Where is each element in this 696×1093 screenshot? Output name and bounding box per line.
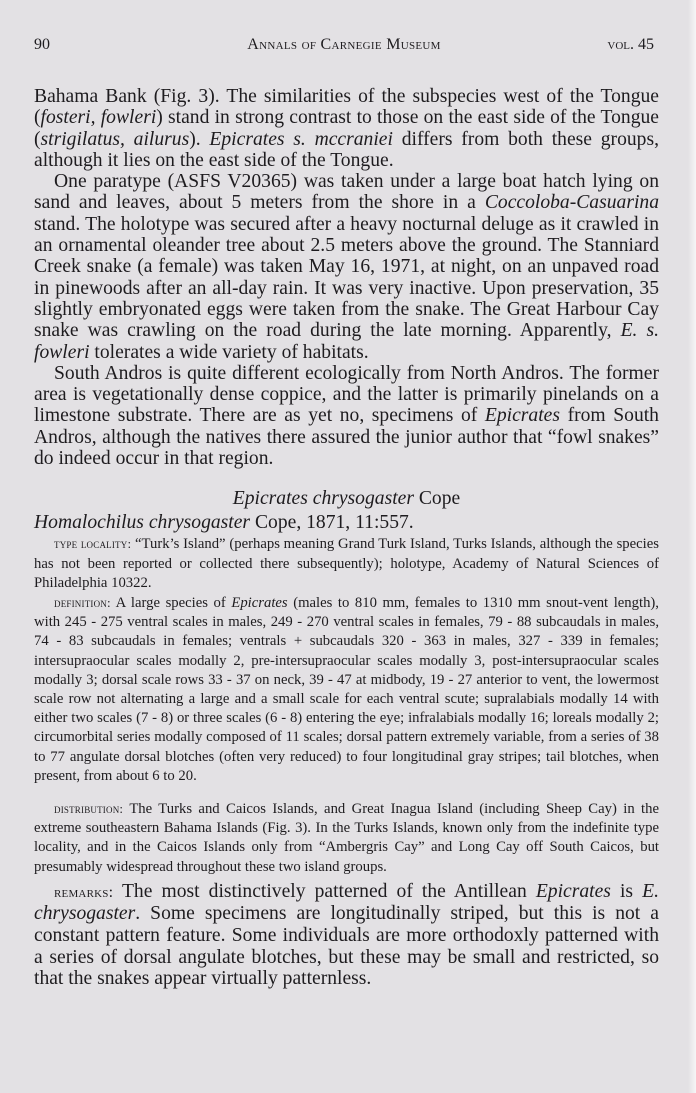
italic-taxon: Epicrates	[484, 405, 560, 427]
text-run: ).	[189, 128, 210, 150]
italic-taxon: Epicrates s. mccraniei	[209, 128, 393, 150]
section-label: distribution:	[54, 800, 124, 816]
text-run: stand. The holotype was secured after a heavy nocturnal deluge as it crawled in an ornamental oleander tree about 2.5 meters above the ground. The Stanniard Creek snake (a female) was taken May 16, 1971, at night, on an unpaved road in pinewoods after an all-day rain. It was very inactive. Upon preservation, 35 slightly embryonated eggs were taken from the snake. The Great Harbour Cay snake was crawling on the road during the late morning. Apparently,	[34, 213, 659, 342]
italic-taxon: Epicrates	[231, 594, 288, 611]
section-label: type locality:	[54, 536, 132, 552]
text-run: differs from both these groups, although it lies on the east side of the Tongue.	[34, 128, 659, 171]
paragraph-continued	[34, 86, 659, 171]
spacer	[34, 786, 659, 799]
synonym-line	[34, 512, 659, 534]
running-header	[34, 36, 654, 58]
text-run: ) stand in strong contrast to those on the east side of the Tongue (	[34, 107, 659, 150]
paragraph-habitat	[34, 171, 659, 363]
synonym-name: Homalochilus chrysogaster	[34, 512, 251, 534]
italic-taxon: E. chrysogaster	[34, 880, 659, 925]
definition-section	[34, 593, 659, 786]
text-run: from South Andros, although the natives there assured the junior author that “fowl snakes” do indeed occur in that region.	[34, 405, 659, 470]
volume-label: vol. 45	[607, 36, 654, 53]
italic-taxa: fosteri, fowleri	[40, 107, 157, 129]
species-heading	[34, 488, 659, 510]
paragraph-south-andros	[34, 363, 659, 469]
text-run: Bahama Bank (Fig. 3). The similarities of the subspecies west of the Tongue (	[34, 86, 659, 129]
italic-taxa: strigilatus, ailurus	[40, 128, 190, 150]
text-run: “Turk’s Island” (perhaps meaning Grand Turk Island, Turks Islands, although the species has not been reported or collected there subsequently); holotype, Academy of Natural Sciences of Philadelphia 10322.	[34, 536, 660, 591]
text-run: The most distinctively patterned of the Antillean	[113, 880, 536, 902]
distribution-section	[34, 799, 659, 877]
italic-taxon: E. s. fowleri	[34, 320, 659, 363]
synonym-citation: Cope, 1871, 11:557.	[250, 512, 414, 534]
type-locality-section	[34, 534, 659, 593]
section-label: remarks:	[54, 883, 114, 901]
text-run: tolerates a wide variety of habitats.	[89, 341, 369, 363]
text-run: One paratype (ASFS V20365) was taken under a large boat hatch lying on sand and leaves, about 5 meters from the shore in a	[34, 171, 659, 214]
remarks-section	[34, 881, 659, 990]
section-label: definition:	[54, 594, 111, 610]
italic-taxon: Coccoloba-Casuarina	[484, 192, 659, 214]
text-run: The Turks and Caicos Islands, and Great Inagua Island (including Sheep Cay) in the extreme southeastern Bahama Islands (Fig. 3). In the Turks Islands, known only from the indefinite type locality, and in the Caicos Islands only from “Ambergris Cay” and Long Cay off South Caicos, but presumably widespread throughout these two island groups.	[34, 800, 659, 875]
text-run: (males to 810 mm, females to 1310 mm snout-vent length), with 245 - 275 ventral scales in males, 249 - 270 ventral scales in females, 79 - 88 subcaudals in males, 74 - 83 subcaudals in females; ventrals + subcaudals 320 - 363 in males, 327 - 339 in females; intersupraocular scales modally 2, pre-intersupraocular scales modally 3, post-intersupraocular scales modally 3; dorsal scale rows 33 - 37 on neck, 39 - 47 at midbody, 19 - 27 anterior to vent, the lowermost scale row not alternating a large and a small scale for each ventral scute; supralabials modally 14 with either two scales (7 - 8) or three scales (6 - 8) entering the eye; infralabials modally 16; loreals modally 2; circumorbital series modally composed of 11 scales; dorsal pattern extremely variable, from a series of 38 to 77 angulate dorsal blotches (often very reduced) to four longitudinal gray stripes; tail blotches, when present, from about 6 to 20.	[34, 594, 659, 784]
page-number: 90	[34, 36, 50, 53]
text-run: A large species of	[110, 594, 232, 611]
text-run: is	[610, 880, 643, 902]
italic-taxon: Epicrates	[535, 880, 611, 902]
species-name: Epicrates chrysogaster	[232, 488, 414, 510]
journal-title: Annals of Carnegie Museum	[247, 36, 441, 53]
page-edge	[688, 0, 696, 1093]
text-run: . Some specimens are longitudinally striped, but this is not a constant pattern feature. Some individuals are more orthodoxly patterned with a series of dorsal angulate blotches, but these may be small and restricted, so that the snakes appear virtually patternless.	[34, 903, 659, 990]
page-body	[34, 86, 659, 990]
species-author: Cope	[413, 488, 461, 510]
text-run: South Andros is quite different ecologically from North Andros. The former area is vegetationally dense coppice, and the latter is primarily pinelands on a limestone substrate. There are as yet no, specimens of	[34, 362, 659, 427]
